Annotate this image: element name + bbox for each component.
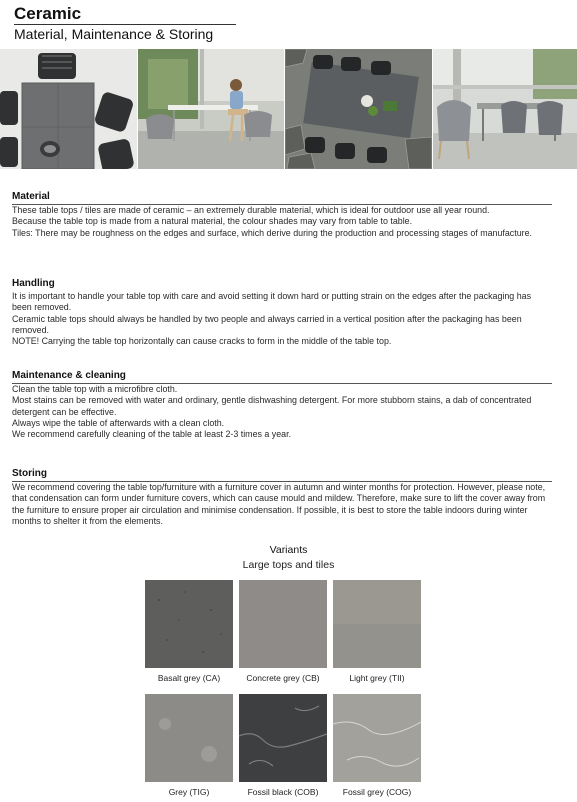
maintenance-paragraph: Most stains can be removed with water and ordinary, gentle dishwashing detergent. For more stubborn stains, a dab of concentrated detergent can be effective.	[12, 395, 532, 417]
woman-at-table-photo	[138, 49, 284, 169]
handling-section	[12, 278, 552, 347]
material-paragraph: These table tops / tiles are made of ceramic – an extremely durable material, which is ideal for outdoor use all year round.	[12, 205, 490, 215]
swatch-label: Light grey (TII)	[349, 673, 405, 683]
handling-paragraph: Ceramic table tops should always be handled by two people and always carried in a vertical position after the packaging has been removed.	[12, 313, 522, 335]
material-paragraph: Because the table top is made from a natural material, the colour shades may vary from table to table.	[12, 216, 413, 227]
swatch-fossil-grey	[333, 694, 421, 782]
section-heading-maintenance: Maintenance & cleaning	[12, 370, 552, 384]
swatch-concrete-grey	[239, 580, 327, 668]
swatch-light-grey	[333, 580, 421, 668]
variants-title: Variants	[269, 544, 308, 556]
page-subtitle: Material, Maintenance & Storing	[14, 26, 214, 42]
material-section	[12, 191, 552, 239]
swatch-label: Fossil black (COB)	[247, 787, 319, 797]
swatch-fossil-black	[239, 694, 327, 782]
swatch-basalt-grey	[145, 580, 233, 668]
storing-section	[12, 468, 552, 527]
swatch-grey	[145, 694, 233, 782]
variants-subtitle: Large tops and tiles	[242, 559, 335, 571]
dining-table-from-above-photo	[285, 49, 432, 169]
material-paragraph: Tiles: There may be roughness on the edges and surface, which derive during the production and processing stages of manufacture.	[12, 227, 532, 238]
maintenance-paragraph: Clean the table top with a microfibre cloth.	[12, 384, 178, 394]
terrace-dining-set-photo	[433, 49, 577, 169]
section-heading-material: Material	[12, 191, 552, 205]
section-heading-handling: Handling	[12, 278, 55, 289]
section-heading-storing: Storing	[12, 468, 552, 482]
swatch-label: Basalt grey (CA)	[157, 673, 221, 683]
title-divider	[14, 24, 236, 25]
maintenance-paragraph: We recommend carefully cleaning of the table at least 2-3 times a year.	[12, 429, 292, 440]
maintenance-paragraph: Always wipe the table of afterwards with a clean cloth.	[12, 417, 225, 428]
storing-paragraph: We recommend covering the table top/furniture with a furniture cover in autumn and winter months for protection. However, please note, that condensation can form under furniture covers, which can cause mould and mildew. Therefore, make sure to lift the cover away from the furniture to ensure proper air circulation and minimise condensation. If possible, it is best to store the table indoors during winter months to shelter it from the elements.	[12, 482, 546, 526]
table-top-view-photo	[0, 49, 137, 169]
handling-paragraph: NOTE! Carrying the table top horizontally can cause cracks to form in the middle of the table top.	[12, 336, 392, 347]
maintenance-section	[12, 370, 552, 440]
swatch-label: Fossil grey (COG)	[342, 787, 412, 797]
handling-paragraph: It is important to handle your table top with care and avoid setting it down hard or putting strain on the edges after the packaging has been removed.	[12, 291, 532, 313]
page-title: Ceramic	[14, 4, 82, 23]
swatch-label: Grey (TIG)	[168, 787, 210, 797]
swatch-label: Concrete grey (CB)	[246, 673, 320, 683]
